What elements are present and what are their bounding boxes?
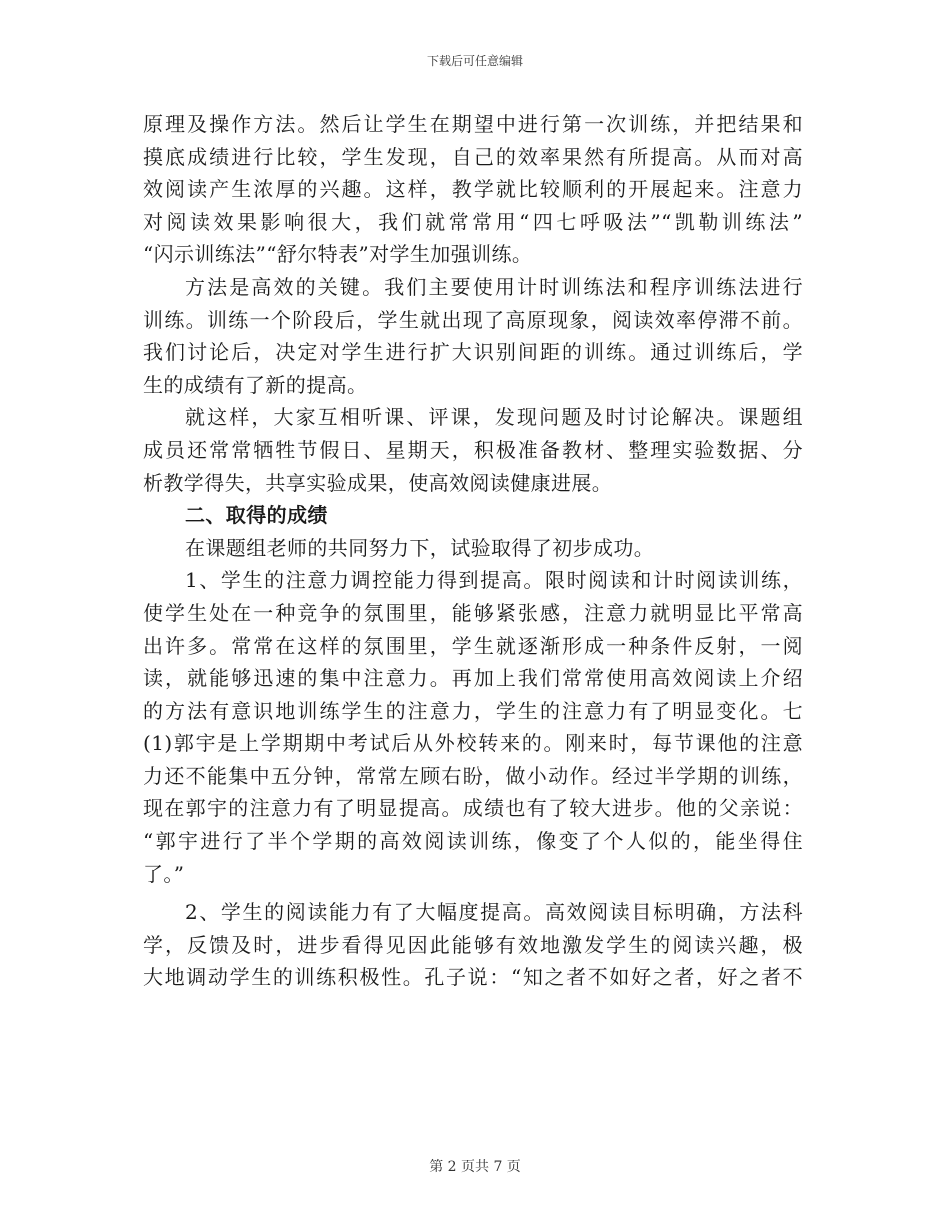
page-footer: 第 2 页共 7 页 [429, 1159, 521, 1175]
text-line: 效阅读产生浓厚的兴趣。这样，教学就比较顺利的开展起来。注意力 [143, 177, 803, 202]
text-line: 了。” [143, 861, 185, 886]
paragraph [143, 532, 803, 565]
text-line: 生的成绩有了新的提高。 [143, 372, 368, 397]
text-line: (1)郭宇是上学期期中考试后从外校转来的。刚来时，每节课他的注意 [143, 731, 803, 756]
text-line: 析教学得失，共享实验成果，使高效阅读健康进展。 [143, 470, 613, 495]
section-heading: 二、取得的成绩 [185, 503, 328, 528]
text-line: 力还不能集中五分钟，常常左顾右盼，做小动作。经过半学期的训练， [143, 763, 803, 788]
paragraph [143, 108, 803, 271]
text-line: 1、学生的注意力调控能力得到提高。限时阅读和计时阅读训练， [185, 568, 803, 593]
paragraph [143, 564, 803, 890]
text-line: 方法是高效的关键。我们主要使用计时训练法和程序训练法进行 [185, 274, 803, 299]
text-line: 摸底成绩进行比较，学生发现，自己的效率果然有所提高。从而对高 [143, 144, 803, 169]
text-line: 就这样，大家互相听课、评课，发现问题及时讨论解决。课题组 [185, 405, 803, 430]
page-header-note: 下载后可任意编辑 [426, 54, 523, 68]
text-line: 出许多。常常在这样的氛围里，学生就逐渐形成一种条件反射，一阅 [143, 633, 803, 658]
document-body [143, 108, 803, 994]
text-line: 在课题组老师的共同努力下，试验取得了初步成功。 [185, 535, 655, 560]
text-line: 训练。训练一个阶段后，学生就出现了高原现象，阅读效率停滞不前。 [143, 307, 803, 332]
text-line: 原理及操作方法。然后让学生在期望中进行第一次训练，并把结果和 [143, 112, 803, 136]
text-line: 大地调动学生的训练积极性。孔子说：“知之者不如好之者，好之者不 [143, 965, 803, 990]
text-line: “郭宇进行了半个学期的高效阅读训练，像变了个人似的，能坐得住 [143, 829, 803, 854]
text-line: 读，就能够迅速的集中注意力。再加上我们常常使用高效阅读上介绍 [143, 666, 803, 691]
paragraph [143, 271, 803, 401]
text-line: 我们讨论后，决定对学生进行扩大识别间距的训练。通过训练后，学 [143, 340, 803, 365]
text-line: 使学生处在一种竞争的氛围里，能够紧张感，注意力就明显比平常高 [143, 600, 803, 625]
paragraph [143, 896, 803, 994]
paragraph [143, 401, 803, 499]
text-line: 的方法有意识地训练学生的注意力，学生的注意力有了明显变化。七 [143, 698, 803, 723]
text-line: 现在郭宇的注意力有了明显提高。成绩也有了较大进步。他的父亲说： [143, 796, 803, 821]
text-line: 成员还常常牺牲节假日、星期天，积极准备教材、整理实验数据、分 [143, 437, 803, 462]
text-line: 2、学生的阅读能力有了大幅度提高。高效阅读目标明确，方法科 [185, 900, 803, 925]
text-line: 学，反馈及时，进步看得见因此能够有效地激发学生的阅读兴趣，极 [143, 932, 803, 957]
text-line: 对阅读效果影响很大，我们就常常用“四七呼吸法”“凯勒训练法” [143, 209, 803, 234]
text-line: “闪示训练法”“舒尔特表”对学生加强训练。 [143, 242, 533, 267]
